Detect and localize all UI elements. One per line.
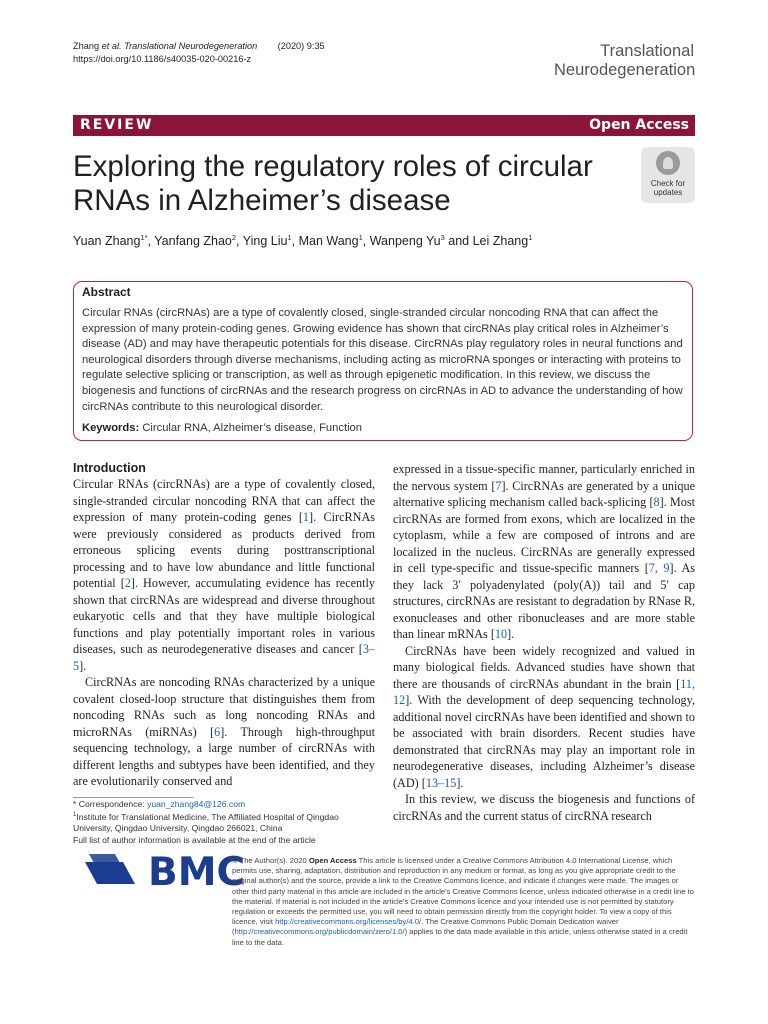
license-open-access: Open Access xyxy=(308,856,357,865)
article-type-banner xyxy=(73,115,695,136)
correspondence-email[interactable]: yuan_zhang84@126.com xyxy=(147,799,246,809)
paragraph: In this review, we discuss the biogenesis and functions of circRNAs and the current status of circRNA research xyxy=(393,792,695,823)
author-name: Ying Liu xyxy=(242,234,288,249)
citation-link[interactable]: 8 xyxy=(653,495,660,509)
body-column-left xyxy=(73,461,375,790)
footnote-divider xyxy=(73,797,193,798)
author-name: Man Wang xyxy=(298,234,359,249)
citation-link[interactable]: 1 xyxy=(302,510,310,524)
author-affiliation-sup: 1 xyxy=(358,233,363,242)
author-name: Yuan Zhang xyxy=(73,234,141,249)
bmc-logo-text: BMC xyxy=(148,850,246,895)
affiliation-sup: 1 xyxy=(73,812,77,819)
check-for-updates-badge[interactable] xyxy=(641,147,695,203)
running-header xyxy=(73,40,325,66)
citation-link[interactable]: 11, 12 xyxy=(393,676,695,707)
correspondence-footnote xyxy=(73,799,378,846)
author-list: Yuan Zhang$^{1*}$, Yanfang Zhao$^2$, Ying Liu$^1$, Man Wang$^1$, Wanpeng Yu$^3$ and Lei Zhang$^1$ xyxy=(73,233,533,249)
citation-link[interactable]: 6 xyxy=(214,724,221,739)
citation-year: (2020) 9:35 xyxy=(277,41,325,51)
citation-author: Zhang xyxy=(73,41,100,51)
journal-logo xyxy=(554,42,694,80)
author-affiliation-sup: 2 xyxy=(231,233,237,242)
citation-link[interactable]: 13–15 xyxy=(425,775,457,790)
citation-link[interactable]: 2 xyxy=(124,576,131,590)
check-for-updates-text: Check for updates xyxy=(650,179,686,197)
author-name: Lei Zhang xyxy=(472,234,529,249)
journal-name-line1: Translational xyxy=(600,42,694,60)
author-affiliation-sup: 1 xyxy=(528,233,533,242)
license-statement: © The Author(s). 2020 Open Access This article is licensed under a Creative Commons Attribution 4.0 International License, which permits use, sharing, adaptation, distribution and reproduction in any medium or format, as long as you give appropriate credit to the original author(s) and the source, provide a link to the Creative Commons licence, and indicate if changes were made. The images or other third party material in this article are included in the article's Creative Commons licence, unless indicated otherwise in a credit line to the material. If material is not included in the article's Creative Commons licence and your intended use is not permitted by statutory regulation or exceeds the permitted use, you will need to obtain permission directly from the copyright holder. To view a copy of this licence, visit http://creativecommons.org/licenses/by/4.0/. The Creative Commons Public Domain Dedication waiver (http://creativecommons.org/publicdomain/zero/1.0/) applies to the data made available in this article, unless otherwise stated in a credit line to the data. xyxy=(232,856,694,947)
paragraph: expressed in a tissue-specific manner, particularly enriched in the nervous system [7]. CircRNAs are generated by a unique alternative splicing mechanism called back-splicing [8]. Most circRNAs are formed from exons, which are localized in the cytoplasm, while a few are composed of introns and are localized in the nucleus. CircRNAs are generally expressed in cell type-specific and tissue-specific manners [7, 9]. As they lack 3′ polyadenylated (poly(A)) tail and 5′ cap structures, circRNAs are resistant to degradation by RNase R, exonucleases and other ribonucleases and are more stable than linear mRNAs [10]. xyxy=(393,462,696,641)
citation-link[interactable]: 7, 9 xyxy=(648,561,670,575)
open-access-label: Open Access xyxy=(589,117,689,133)
citation-link[interactable]: 3–5 xyxy=(73,642,375,673)
abstract-text: Circular RNAs (circRNAs) are a type of covalently closed, single-stranded circular noncoding RNA that can affect the expression of many protein-coding genes. Growing evidence has shown that circRNAs play critical roles in Alzheimer’s disease (AD) and may have therapeutic potentials for this disease. CircRNAs play regulatory roles in neural functions and neurological disorders through diverse mechanisms, including acting as microRNA sponges or interacting with proteins to regulate selective splicing or transcription, as well as through epigenetic modification. In this review, we discuss the biogenesis and functions of circRNAs and the research progress on circRNAs in AD to advance the understanding of how circRNAs contribute to this neurological disorder. xyxy=(82,307,683,413)
article-type: REVIEW xyxy=(80,117,154,133)
keywords xyxy=(82,422,362,434)
column-left-paragraphs xyxy=(73,476,375,790)
author-affiliation-sup: 1 xyxy=(287,233,292,242)
author-name: Wanpeng Yu xyxy=(369,234,441,249)
column-right-paragraphs xyxy=(393,461,695,824)
paragraph: CircRNAs are noncoding RNAs characterized by a unique covalent closed-loop structure that distinguishes them from noncoding RNAs such as long noncoding RNAs and microRNAs (miRNAs) [6]. Through high-throughput sequencing technology, a large number of circRNAs with different lengths and subtypes have been identified, and they are evolutionarily conserved and xyxy=(73,675,375,788)
affiliation-text: Institute for Translational Medicine, The Affiliated Hospital of Qingdao University, Qingdao University, Qingdao 266021, China xyxy=(73,812,339,834)
correspondence-label: * Correspondence: xyxy=(73,799,145,809)
article-title: Exploring the regulatory roles of circular RNAs in Alzheimer’s disease xyxy=(73,150,593,217)
section-heading-introduction: Introduction xyxy=(73,461,146,475)
license-link[interactable]: http://creativecommons.org/licenses/by/4.0/ xyxy=(275,917,422,927)
citation-etal: et al. xyxy=(101,41,122,51)
body-column-right xyxy=(393,461,695,824)
keywords-list: Circular RNA, Alzheimer’s disease, Function xyxy=(142,422,363,434)
abstract-box xyxy=(73,281,693,441)
bookmark-icon xyxy=(656,151,680,175)
author-affiliation-sup: 3 xyxy=(440,233,445,242)
keywords-label: Keywords: xyxy=(82,422,140,434)
author-affiliation-sup: 1* xyxy=(140,233,148,242)
journal-name-line2: Neurodegeneration xyxy=(554,61,696,79)
paragraph: Circular RNAs (circRNAs) are a type of covalently closed, single-stranded circular noncoding RNA that can affect the expression of many protein-coding genes [1]. CircRNAs were previously considered as products derived from erroneous splicing events during posttranscriptional processing and to have low abundance and little functional potential [2]. However, accumulating evidence has recently shown that circRNAs are widespread and diverse throughout eukaryotic cells and that they have multiple biological functions and play potentially important roles in various diseases, such as neurodegenerative diseases and cancer [3–5]. xyxy=(73,477,375,673)
doi-link[interactable]: https://doi.org/10.1186/s40035-020-00216-z xyxy=(73,54,252,64)
author-name: Yanfang Zhao xyxy=(154,234,232,249)
citation-link[interactable]: 10 xyxy=(494,627,508,641)
public-domain-link[interactable]: http://creativecommons.org/publicdomain/zero/1.0/ xyxy=(234,927,405,937)
citation-link[interactable]: 7 xyxy=(495,478,502,493)
citation-journal: Translational Neurodegeneration xyxy=(124,41,258,51)
full-author-info-note: Full list of author information is available at the end of the article xyxy=(73,834,316,845)
paragraph: CircRNAs have been widely recognized and valued in many biological fields. Advanced studies have shown that there are thousands of circRNAs abundant in the brain [11, 12]. With the development of deep sequencing technology, additional novel circRNAs have been identified and shown to be associated with brain disorders. Recent studies have demonstrated that circRNAs may play an important role in neurodegenerative diseases, including Alzheimer’s disease (AD) [13–15]. xyxy=(393,643,695,790)
abstract-heading: Abstract xyxy=(82,285,131,299)
